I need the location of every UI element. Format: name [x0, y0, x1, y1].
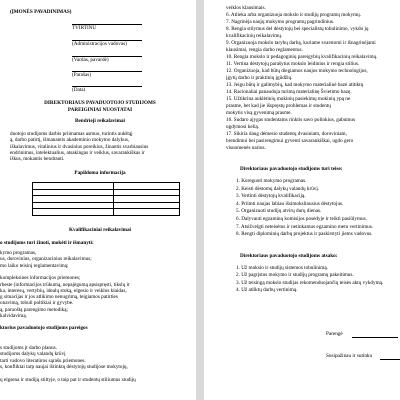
approval-field-label: (Parašas) [72, 72, 92, 78]
body-line: iškus, mokantis bendrauti. [10, 156, 65, 163]
signature-label: Susipažinau ir sutinku [326, 353, 373, 359]
body-line: s, konfliktai tarp naujai išrinktų dėstytojų studijose mokytojų, [0, 364, 128, 371]
section-heading: Kvalifikaciniai reikalavimai [68, 227, 131, 233]
document-title: PAREIGINIAI NUOSTATAI [67, 107, 133, 113]
body-line: ą, darbo patirtį, išmanantis akademinio mokymo dalykus, [10, 137, 130, 144]
list-item: kvalifikacinių reikalavimų. [226, 33, 283, 39]
table-cell [113, 202, 179, 209]
list-item: brendimui bei pasirengimui gyventi savarankiškai, ugdo gero [226, 138, 354, 144]
list-item: 6. Atlieka arba organizuoja mokslo ir studijų programų mokymų. [226, 12, 362, 18]
list-item: 11. Vertina dėstytojų parašytus mokslo leidinius ir rengia stilius. [226, 61, 360, 67]
list-item: ugdymosi kelią. [226, 124, 260, 130]
list-item: 2. Keisti dėstomų dalykų valandų krūvį. [236, 185, 320, 192]
table-cell [33, 209, 114, 216]
signature-label: Parengė [326, 331, 343, 337]
table-cell [113, 189, 179, 196]
document-page-left [0, 0, 196, 400]
list-item: 5. Organizuoti studijų atvirų durų dienas. [236, 208, 322, 215]
body-line: tarti vadovo literatūros sąrašu priemones. [0, 357, 86, 364]
table-cell [113, 209, 179, 216]
list-item: 1. Už mokslo ir studijų sistemos tobulinimą. [236, 265, 328, 271]
table-cell [33, 183, 114, 190]
list-item: visuomenės narius. [226, 145, 266, 151]
body-line: us, dorovinius, organizacinius reikalavimus; [0, 256, 92, 263]
list-item: 1. Koreguoti mokymo programas. [236, 178, 307, 184]
body-line: ka, interesų, vertybių, idealų stoką, elgesio ir veiklos klaidas, [0, 287, 127, 294]
document-title: DIREKTORIAUS PAVADUOTOJO STUDIJOMS [44, 100, 156, 106]
list-item: prasme, bet kad jie išspręstų problemas ir studentų [226, 103, 331, 109]
list-item: 15. Užtikrina auklėtinių mokinių pasiekimų mokinių ypą ne [226, 96, 351, 102]
list-item: 2. Už pagrįstus mokymo ir studijų programų pakeitimus. [236, 272, 354, 279]
section-heading: ktorius pavaduotojo studijoms pareigos [0, 325, 88, 331]
list-item: 3. Už teisingą mokslo studijas rekomenduojančių teisės aktų vykdymą. [236, 279, 384, 286]
list-item: 7. Nagrinėja naujų mokymo programų pagrindinius. [226, 19, 335, 25]
list-item: 16. Sudaro ajygas studentams rinktis savo polinkius, gabumus [226, 117, 355, 123]
table-cell [33, 202, 114, 209]
list-item: 3. Vertinti dėstytojų kvalifikaciją. [236, 193, 306, 200]
body-line: s studijoms įt darbo planus. [0, 345, 57, 351]
list-item: 9. Organizuoja mokslo tarybų darbą, kuriame svarstomi ir išnagrinėjami [226, 40, 376, 46]
body-line: rbeste (informacijos trūkumą, nepajėgumą apsispręsti, tikslų ir [0, 281, 130, 288]
body-line: studijoms dalykų valandų krūvį [0, 351, 66, 358]
list-item: 14. Racionaliai panaudoja turimą materialinę Švietimo bazę. [226, 89, 352, 95]
section-heading: Papildoma informacija [74, 170, 126, 176]
list-item: 4. Priimti naujas labiau išsimokslinusius dėstytojus. [236, 200, 344, 207]
company-name: (ĮMONĖS PAVADINIMAS) [10, 9, 72, 15]
table-row [33, 183, 180, 190]
list-item: 10. Rengia mokslo ir pedagoginių pareigybių kvalifikacinių reikalavimų. [226, 54, 378, 60]
approval-field-label: (Data) [72, 87, 86, 93]
section-heading: Bendrieji reikalavimai [75, 118, 125, 124]
body-line: kymo programas, [0, 250, 37, 256]
table-row [33, 209, 180, 216]
signature-line [352, 337, 398, 338]
list-item: klausimai, rengia darbo reglamentus. [226, 47, 303, 53]
list-item: 17. Sikiria daug dėmesio studentų dvasiniam, doroviniam, [226, 131, 347, 137]
info-table [32, 182, 180, 216]
table-row [33, 202, 180, 209]
section-heading: Direktoriaus pavaduotojo studijoms turi teise: [240, 166, 343, 172]
table-cell [33, 189, 114, 196]
body-line: duotojo studijoms darbis priimamas asmuo, turintis aukštąj [10, 131, 133, 137]
body-line: onavimą, tobuli poltikiai ir gyvybe. [0, 300, 74, 307]
list-item: 4. Už atliktų darbų vertinimą. [236, 287, 298, 294]
list-item: 12. Organizuoja, kad būtų diegiamos naujos mokymo technologijos, [226, 68, 368, 74]
approval-field-label: (Vardas, pavardė) [72, 57, 109, 63]
document-page-right [204, 0, 400, 400]
table-row [33, 189, 180, 196]
table-cell [33, 196, 114, 203]
list-item: 7. Atsižvelgti neteisėtus ir netinkamus egzamino metu vertinimus. [236, 223, 374, 230]
section-heading: o studijoms turi žinoti, mokėti ir išmanyti: [0, 240, 94, 246]
list-item: 8. Rengia stilymus del dėstytojų bei specialistų tobulinimo, vykdo jų [226, 26, 369, 32]
body-line: endrinimus, intelektualius, atsakingas ir veiklus, savarankiškas ir [10, 149, 145, 156]
body-line: kalvidavimą. [0, 313, 27, 319]
body-line: mo laiko teisinį reglamentavimą; [0, 262, 69, 269]
body-line: ų elgsena ir studijų stiltyje, o taip pat ir studentų stiliumus studijų [0, 377, 136, 383]
list-item: 6. Dalyvauti egzaminų komisijos posėdyje ir teikti pasiūlymus. [236, 216, 367, 222]
body-line: g situacijas ir jos atlikimo nenugrimą, teigiamos patirties [0, 294, 118, 301]
approval-field-label: (Administracijos vadovas) [72, 41, 127, 47]
list-item: 13. Jeigu būtų ir galimybių, kad mokymo materialinė bazė atitiktų [226, 82, 364, 88]
approval-title: TVIRTINU [72, 25, 97, 31]
list-item: veiklos klausimais. [226, 5, 266, 11]
list-item: įgytų darbo ir praktinių įgūdžių. [226, 75, 293, 81]
list-item: mokytis visą gyvenimą prasme. [226, 110, 292, 116]
table-cell [113, 183, 179, 190]
body-line: kompleksines informacijos priemones; [0, 275, 81, 282]
table-cell [113, 196, 179, 203]
body-line: iškalavimus, vitalinius ir dvasinius poreikius, žinantis svarbiausius [10, 143, 149, 150]
body-line: ą, paruoštą parengimo metodiką; [0, 306, 68, 313]
list-item: 8. Rengti diplominių darbų projektus ir paskirstyti jiems vadovus. [236, 231, 373, 238]
section-heading: Direktoriaus pavaduotojo studijoms atsako: [240, 253, 338, 259]
table-row [33, 196, 180, 203]
signature-line [380, 359, 400, 360]
